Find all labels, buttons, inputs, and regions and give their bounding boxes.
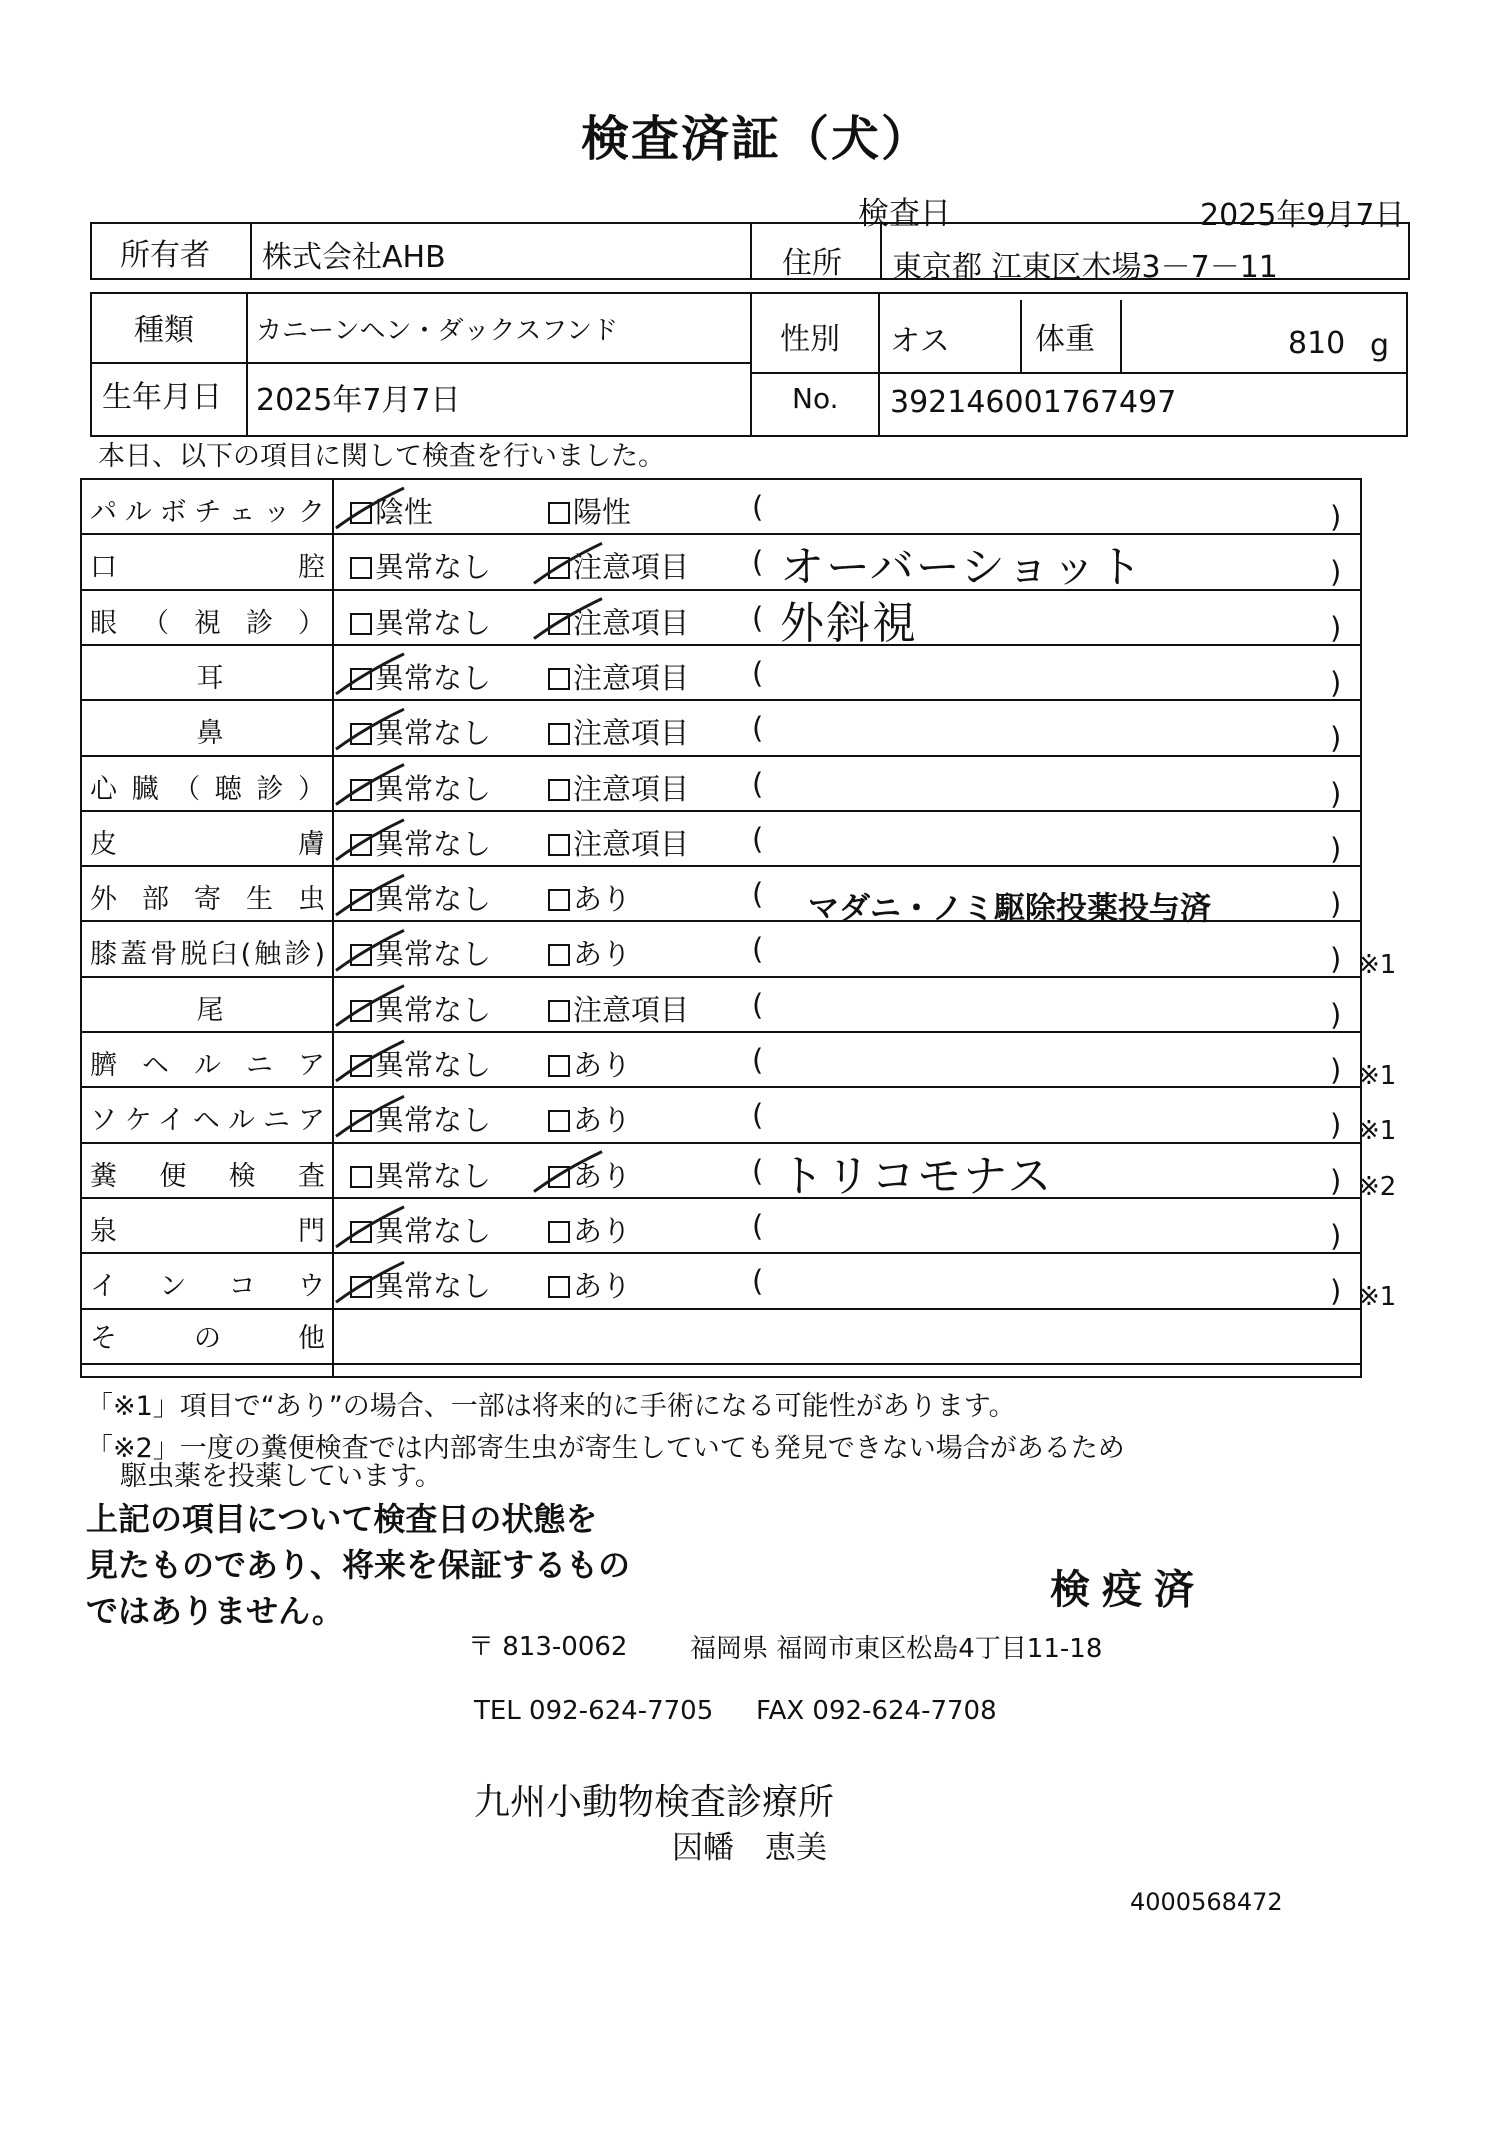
weight-label: 体重 xyxy=(1035,322,1095,357)
number-label: No. xyxy=(792,382,839,415)
open-paren: ( xyxy=(752,1208,764,1243)
check-stroke xyxy=(336,986,404,1026)
footnote-2-line-2: 駆虫薬を投薬しています。 xyxy=(120,1461,442,1492)
close-paren: ) xyxy=(1330,610,1342,645)
row-label: 膝蓋骨脱臼(触診) xyxy=(90,939,325,971)
row-label: 尾 xyxy=(196,994,224,1026)
check-stroke xyxy=(336,654,404,694)
close-paren: ) xyxy=(1330,1274,1342,1309)
option-label: あり xyxy=(573,1158,632,1193)
option-label: 異常なし xyxy=(375,1048,492,1082)
option-label: あり xyxy=(573,1048,632,1082)
option-label: 異常なし xyxy=(375,1213,492,1248)
close-paren: ) xyxy=(1330,942,1342,977)
close-paren: ) xyxy=(1330,776,1342,811)
option-label: あり xyxy=(573,882,632,917)
row-label: パルボチェック xyxy=(90,497,325,528)
option-label: 異常なし xyxy=(375,716,492,751)
disclaimer: 上記の項目について検査日の状態を 見たものであり、将来を保証するもの ではありません。 xyxy=(86,1500,631,1630)
option-label: 注意項目 xyxy=(573,771,690,806)
footnote-1: 「※1」項目で“あり”の場合、一部は将来的に手術になる可能性があります。 xyxy=(86,1391,1016,1422)
row-label: 糞便検査 xyxy=(90,1160,325,1192)
row-label: 口腔 xyxy=(90,552,325,584)
handwritten-remark: オーバーショット xyxy=(780,542,1145,594)
close-paren: ) xyxy=(1330,1163,1342,1198)
option-label: 異常なし xyxy=(375,1103,492,1138)
close-paren: ) xyxy=(1330,1053,1342,1087)
row-note: ※1 xyxy=(1358,950,1397,981)
clinic-tel: TEL 092-624-7705 xyxy=(474,1696,714,1726)
option-label: 注意項目 xyxy=(573,826,690,861)
open-paren: ( xyxy=(752,600,764,635)
open-paren: ( xyxy=(752,655,764,690)
clinic-address: 福岡県 福岡市東区松島4丁目11-18 xyxy=(690,1634,1103,1664)
check-stroke xyxy=(336,1096,404,1136)
check-stroke xyxy=(534,1152,602,1192)
option-label: 異常なし xyxy=(375,826,492,861)
option-label: あり xyxy=(573,1269,632,1304)
row-label: ソケイヘルニア xyxy=(90,1105,325,1137)
document-title: 検査済証（犬） xyxy=(580,111,931,167)
row-label: 心臓（聴診） xyxy=(90,773,325,805)
check-stroke xyxy=(336,875,404,915)
row-label: 鼻 xyxy=(196,718,224,750)
option-label: 異常なし xyxy=(375,1158,492,1193)
option-label: 陰性 xyxy=(375,495,434,529)
close-paren: ) xyxy=(1330,997,1342,1032)
sex-label: 性別 xyxy=(780,322,840,357)
option-label: 注意項目 xyxy=(573,660,690,695)
open-paren: ( xyxy=(752,987,764,1022)
option-label: あり xyxy=(573,937,632,972)
option-label: 異常なし xyxy=(375,605,492,640)
check-stroke xyxy=(534,543,602,583)
intro-text: 本日、以下の項目に関して検査を行いました。 xyxy=(98,441,665,472)
exam-date-label: 検査日 xyxy=(858,196,951,232)
open-paren: ( xyxy=(752,1153,764,1188)
row-note: ※2 xyxy=(1358,1171,1397,1202)
exam-date-value: 2025年9月7日 xyxy=(1200,198,1405,233)
birth-value: 2025年7月7日 xyxy=(256,383,461,418)
open-paren: ( xyxy=(752,1098,764,1133)
option-label: 注意項目 xyxy=(573,605,690,640)
handwritten-remark: 外斜視 xyxy=(780,597,918,649)
postal-code: 〒 813-0062 xyxy=(468,1632,628,1662)
close-paren: ) xyxy=(1330,555,1342,590)
breed-label: 種類 xyxy=(134,313,194,348)
close-paren: ) xyxy=(1330,665,1342,700)
option-label: 注意項目 xyxy=(573,550,690,585)
breed-value: カニーンヘン・ダックスフンド xyxy=(256,316,619,346)
row-label: 皮膚 xyxy=(90,828,325,860)
close-paren: ) xyxy=(1330,1218,1342,1253)
row-label: 眼（視診） xyxy=(90,607,325,639)
document-number: 4000568472 xyxy=(1130,1888,1283,1916)
close-paren: ) xyxy=(1330,1108,1342,1143)
row-remark: マダニ・ノミ駆除投薬投与済 xyxy=(808,891,1211,928)
clinic-fax: FAX 092-624-7708 xyxy=(756,1696,997,1726)
row-label: 泉門 xyxy=(90,1215,325,1247)
check-stroke xyxy=(336,930,404,970)
row-label: 耳 xyxy=(196,662,224,694)
check-stroke xyxy=(336,709,404,749)
open-paren: ( xyxy=(752,1264,764,1299)
birth-label: 生年月日 xyxy=(102,380,222,415)
other-label: その他 xyxy=(90,1323,325,1354)
owner-label: 所有者 xyxy=(120,238,210,273)
row-label: インコウ xyxy=(90,1271,325,1303)
close-paren: ) xyxy=(1330,831,1342,866)
check-stroke xyxy=(336,1041,404,1081)
owner-value: 株式会社AHB xyxy=(262,240,446,275)
footnote-2-line-1: 「※2」一度の糞便検査では内部寄生虫が寄生していても発見できない場合があるため xyxy=(86,1433,1125,1464)
check-stroke xyxy=(336,1262,404,1302)
sex-value: オス xyxy=(890,324,950,359)
option-label: 異常なし xyxy=(375,771,492,806)
option-label: あり xyxy=(573,1103,632,1138)
open-paren: ( xyxy=(752,711,764,746)
option-label: 異常なし xyxy=(375,992,492,1027)
close-paren: ) xyxy=(1330,887,1342,922)
open-paren: ( xyxy=(752,545,764,580)
open-paren: ( xyxy=(752,932,764,967)
check-stroke xyxy=(336,488,404,528)
option-label: 異常なし xyxy=(375,660,492,695)
option-label: 異常なし xyxy=(375,550,492,585)
row-label: 臍ヘルニア xyxy=(90,1050,325,1081)
address-label: 住所 xyxy=(782,246,842,281)
option-label: 異常なし xyxy=(375,1269,492,1304)
option-label: 異常なし xyxy=(375,937,492,972)
option-label: あり xyxy=(573,1213,632,1248)
option-label: 陽性 xyxy=(573,495,632,529)
open-paren: ( xyxy=(752,490,764,524)
close-paren: ) xyxy=(1330,721,1342,756)
row-note: ※1 xyxy=(1358,1282,1397,1313)
option-label: 注意項目 xyxy=(573,716,690,751)
weight-value: 810 xyxy=(1288,326,1346,361)
option-label: 異常なし xyxy=(375,882,492,917)
open-paren: ( xyxy=(752,766,764,801)
quarantine-stamp-text: 検疫済 xyxy=(1050,1567,1206,1613)
check-stroke xyxy=(336,1207,404,1247)
row-note: ※1 xyxy=(1358,1116,1397,1147)
row-note: ※1 xyxy=(1358,1061,1397,1091)
check-stroke xyxy=(336,765,404,805)
clinic-name: 九州小動物検査診療所 xyxy=(474,1782,835,1823)
open-paren: ( xyxy=(752,821,764,856)
microchip-number: 392146001767497 xyxy=(890,385,1177,420)
option-label: 注意項目 xyxy=(573,992,690,1027)
veterinarian-name: 因幡 恵美 xyxy=(672,1830,827,1866)
open-paren: ( xyxy=(752,1043,764,1077)
check-stroke xyxy=(534,599,602,639)
open-paren: ( xyxy=(752,877,764,912)
address-value: 東京都 江東区木場3－7－11 xyxy=(892,250,1278,285)
close-paren: ) xyxy=(1330,500,1342,534)
check-stroke xyxy=(336,820,404,860)
row-label: 外部寄生虫 xyxy=(90,884,325,916)
handwritten-remark: トリコモナス xyxy=(780,1150,1054,1202)
weight-unit: g xyxy=(1370,328,1390,363)
